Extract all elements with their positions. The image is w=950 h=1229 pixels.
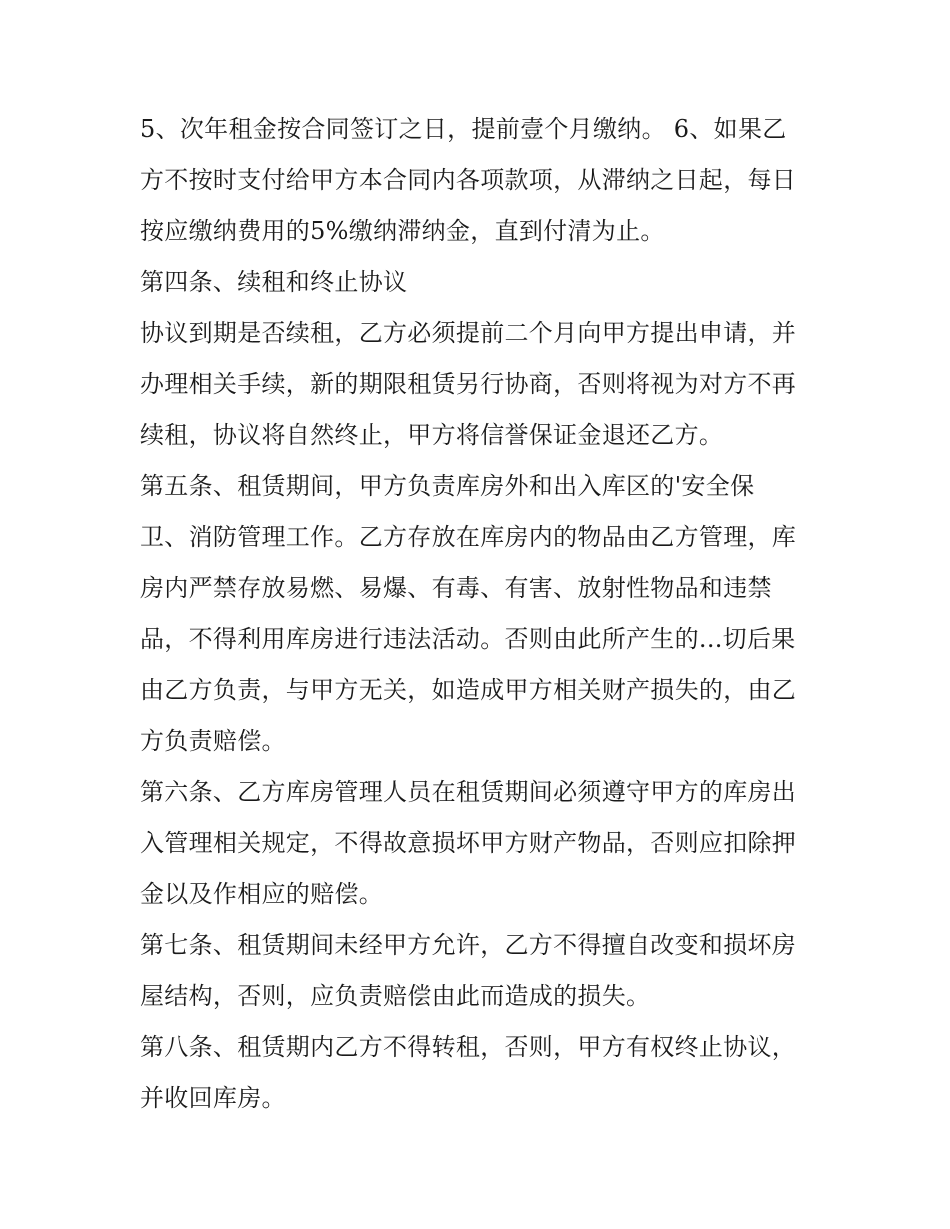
text-line: 金以及作相应的赔偿。 xyxy=(140,880,383,908)
text-line: 5、次年租金按合同签订之日，提前壹个月缴纳。 6、如果乙 xyxy=(140,115,787,143)
text-line: 第五条、租赁期间，甲方负责库房外和出入库区的'安全保 xyxy=(140,472,755,500)
text-line: 入管理相关规定，不得故意损坏甲方财产物品，否则应扣除押 xyxy=(140,829,797,857)
text-line: 协议到期是否续租，乙方必须提前二个月向甲方提出申请，并 xyxy=(140,319,797,347)
text-line: 屋结构，否则，应负责赔偿由此而造成的损失。 xyxy=(140,982,651,1010)
document-body xyxy=(140,104,820,1124)
text-line: 方不按时支付给甲方本合同内各项款项，从滞纳之日起，每日 xyxy=(140,166,797,194)
text-line: 并收回库房。 xyxy=(140,1084,286,1112)
text-line: 卫、消防管理工作。乙方存放在库房内的物品由乙方管理，库 xyxy=(140,523,797,551)
text-line: 由乙方负责，与甲方无关，如造成甲方相关财产损失的，由乙 xyxy=(140,676,797,704)
text-line: 品，不得利用库房进行违法活动。否则由此所产生的...切后果 xyxy=(140,625,796,653)
section-heading: 第四条、续租和终止协议 xyxy=(140,268,408,296)
text-line: 第六条、乙方库房管理人员在租赁期间必须遵守甲方的库房出 xyxy=(140,778,797,806)
text-line: 按应缴纳费用的5%缴纳滞纳金，直到付清为止。 xyxy=(140,217,665,245)
text-line: 房内严禁存放易燃、易爆、有毒、有害、放射性物品和违禁 xyxy=(140,574,772,602)
text-line: 办理相关手续，新的期限租赁另行协商，否则将视为对方不再 xyxy=(140,370,797,398)
text-line: 第七条、租赁期间未经甲方允许，乙方不得擅自改变和损坏房 xyxy=(140,931,797,959)
text-line: 续租，协议将自然终止，甲方将信誉保证金退还乙方。 xyxy=(140,421,724,449)
text-line: 第八条、租赁期内乙方不得转租，否则，甲方有权终止协议， xyxy=(140,1033,797,1061)
text-line: 方负责赔偿。 xyxy=(140,727,286,755)
